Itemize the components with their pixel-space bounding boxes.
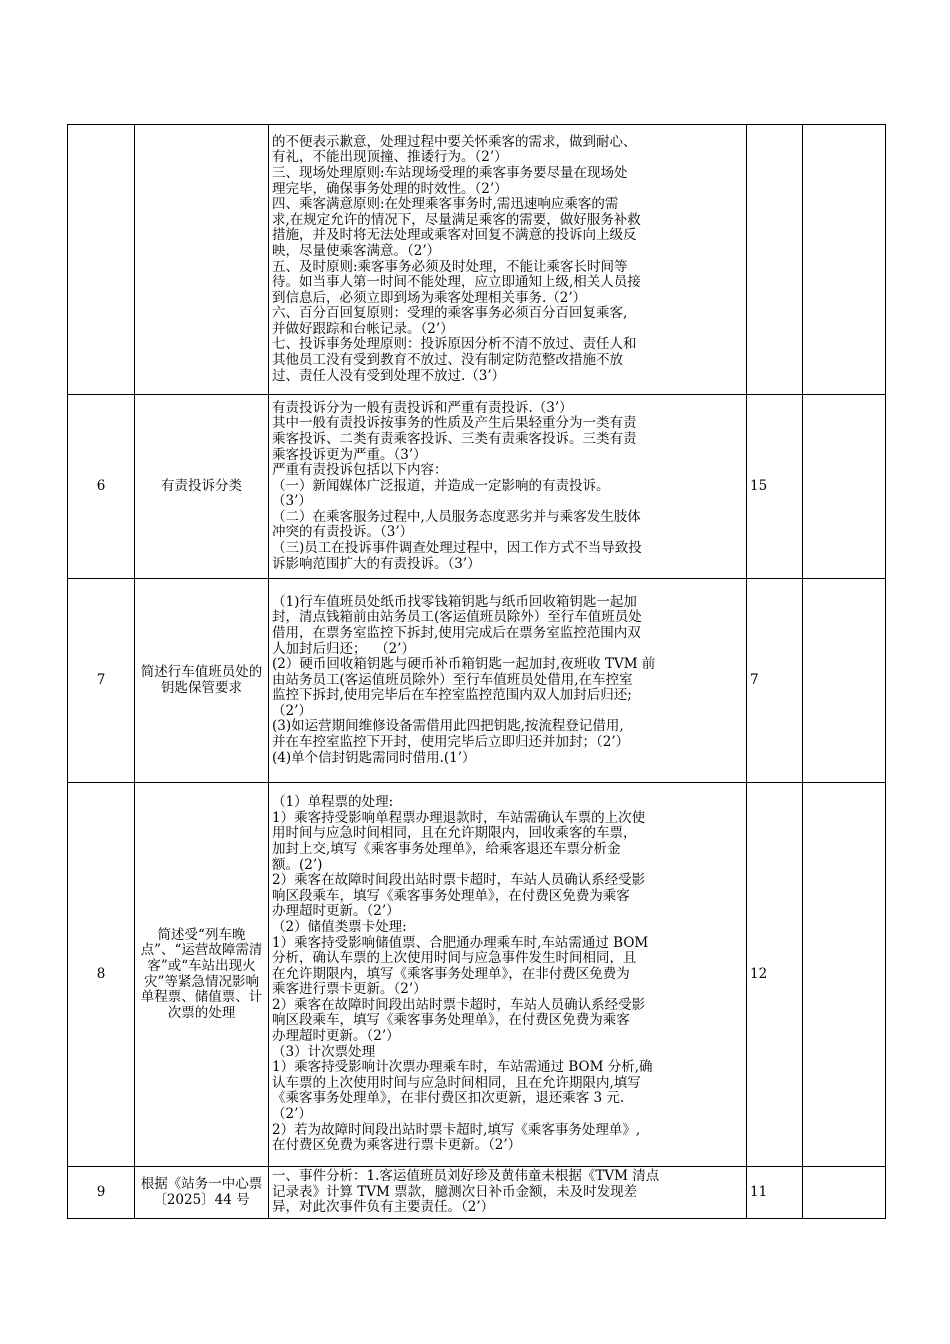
grading-cell — [803, 579, 886, 783]
question-number: 6 — [68, 395, 135, 579]
answer-line: 1）乘客持受影响计次票办理乘车时，车站需通过 BOM 分析,确 — [272, 1059, 653, 1076]
answer-line: 乘客进行票卡更新。（2’） — [272, 981, 427, 998]
answer-content — [269, 579, 747, 783]
question-number: 8 — [68, 783, 135, 1167]
answer-line: 在允许期限内，填写《乘客事务处理单》，在非付费区免费为 — [272, 965, 630, 982]
question-title: 简述行车值班员处的钥匙保管要求 — [135, 579, 269, 783]
question-number: 7 — [68, 579, 135, 783]
answer-line: 有礼，不能出现顶撞、推诿行为。（2’） — [272, 149, 508, 166]
answer-line: 冲突的有责投诉。（3’） — [272, 524, 414, 541]
answer-line: 响区段乘车，填写《乘客事务处理单》，在付费区免费为乘客 — [272, 887, 630, 904]
answer-line: 映，尽量使乘客满意。（2’） — [272, 242, 441, 259]
answer-line: 措施，并及时将无法处理或乘客对回复不满意的投诉向上级反 — [272, 227, 637, 244]
answer-line: 诉影响范围扩大的有责投诉。（3’） — [272, 555, 481, 572]
answer-line: 由站务员工(客运值班员除外）至行车值班员处借用,在车控室 — [272, 671, 633, 688]
answer-content — [269, 125, 747, 395]
answer-line: 其他员工没有受到教育不放过、没有制定防范整改措施不放 — [272, 352, 623, 369]
table-row — [68, 1167, 886, 1219]
answer-line: 额。(2’) — [272, 856, 323, 873]
grading-cell — [803, 783, 886, 1167]
answer-line: 其中一般有责投诉按事务的性质及产生后果轻重分为一类有责 — [272, 415, 637, 432]
question-number — [68, 125, 135, 395]
answer-line: 封，清点钱箱前由站务员工(客运值班员除外）至行车值班员处 — [272, 609, 642, 626]
answer-line: 《乘客事务处理单》，在非付费区扣次更新，退还乘客 3 元. — [272, 1090, 625, 1107]
question-title — [135, 125, 269, 395]
answer-content — [269, 783, 747, 1167]
answer-line: 的不便表示歉意，处理过程中要关怀乘客的需求，做到耐心、 — [272, 133, 637, 150]
answer-line: 在付费区免费为乘客进行票卡更新。（2’） — [272, 1137, 522, 1154]
answer-line: 乘客投诉更为严重。（3’） — [272, 446, 427, 463]
question-title: 有责投诉分类 — [135, 395, 269, 579]
question-title: 简述受“列车晚点”、“运营故障需清客”或“车站出现火灾”等紧急情况影响单程票、储值票、计次票的处理 — [135, 783, 269, 1167]
answer-line: 1）乘客持受影响储值票、合肥通办理乘车时,车站需通过 BOM — [272, 934, 649, 951]
answer-line: （二）在乘客服务过程中,人员服务态度恶劣并与乘客发生肢体 — [272, 508, 641, 525]
score-cell — [747, 125, 803, 395]
answer-line: 有责投诉分为一般有责投诉和严重有责投诉.（3’） — [272, 399, 573, 416]
score-cell: 12 — [747, 783, 803, 1167]
answer-line: 记录表》计算 TVM 票款，臆测次日补币金额，未及时发现差 — [272, 1183, 638, 1200]
answer-line: （2’） — [272, 702, 312, 719]
answer-line: （2’） — [272, 1106, 312, 1123]
answer-line: 人加封后归还； （2’） — [272, 640, 415, 657]
answer-line: 异，对此次事件负有主要责任。（2’） — [272, 1199, 495, 1216]
answer-line: （1）单程票的处理: — [272, 794, 394, 811]
answer-line: (3)如运营期间维修设备需借用此四把钥匙,按流程登记借用, — [272, 718, 624, 735]
answer-line: (2）硬币回收箱钥匙与硬币补币箱钥匙一起加封,夜班收 TVM 前 — [272, 656, 656, 673]
table-row — [68, 395, 886, 579]
answer-line: 用时间与应急时间相同，且在允许期限内，回收乘客的车票， — [272, 825, 637, 842]
question-title: 根据《站务一中心票〔2025〕44 号 — [135, 1167, 269, 1219]
answer-line: 理完毕，确保事务处理的时效性。（2’） — [272, 180, 508, 197]
answer-line: 六、百分百回复原则：受理的乘客事务必须百分百回复乘客, — [272, 305, 628, 322]
table-row — [68, 783, 886, 1167]
answer-line: 一、事件分析：1.客运值班员刘好珍及黄伟童未根据《TVM 清点 — [272, 1168, 660, 1185]
grading-cell — [803, 125, 886, 395]
answer-line: （3）计次票处理 — [272, 1043, 376, 1060]
answer-line: 求,在规定允许的情况下，尽量满足乘客的需要，做好服务补救 — [272, 211, 641, 228]
answer-line: 办理超时更新。（2’） — [272, 903, 400, 920]
answer-line: 借用，在票务室监控下拆封,使用完成后在票务室监控范围内双 — [272, 624, 641, 641]
answer-line: 过、责任人没有受到处理不放过.（3’） — [272, 367, 506, 384]
answer-line: 到信息后，必须立即到场为乘客处理相关事务.（2’） — [272, 289, 587, 306]
answer-line: 1）乘客持受影响单程票办理退款时，车站需确认车票的上次使 — [272, 809, 646, 826]
table-row — [68, 579, 886, 783]
answer-line: 待。如当事人第一时间不能处理，应立即通知上级,相关人员接 — [272, 274, 641, 291]
answer-line: 2）乘客在故障时间段出站时票卡超时，车站人员确认系经受影 — [272, 872, 646, 889]
question-number: 9 — [68, 1167, 135, 1219]
answer-line: 乘客投诉、二类有责乘客投诉、三类有责乘客投诉。三类有责 — [272, 430, 637, 447]
answer-line: (4)单个信封钥匙需同时借用.(1’） — [272, 749, 476, 766]
answer-line: （3’） — [272, 493, 312, 510]
answer-line: 办理超时更新。（2’） — [272, 1028, 400, 1045]
answer-line: （2）储值类票卡处理: — [272, 918, 407, 935]
exam-answer-table — [67, 124, 886, 1219]
answer-line: 认车票的上次使用时间与应急时间相同，且在允许期限内,填写 — [272, 1074, 641, 1091]
answer-content — [269, 395, 747, 579]
answer-line: 监控下拆封,使用完毕后在车控室监控范围内双人加封后归还; — [272, 687, 632, 704]
table-row — [68, 125, 886, 395]
answer-line: 五、及时原则:乘客事务必须及时处理，不能让乘客长时间等 — [272, 258, 628, 275]
answer-line: 2）若为故障时间段出站时票卡超时,填写《乘客事务处理单》, — [272, 1121, 641, 1138]
answer-line: 三、现场处理原则:车站现场受理的乘客事务要尽量在现场处 — [272, 164, 628, 181]
answer-line: 加封上交,填写《乘客事务处理单》，给乘客退还车票分析金 — [272, 840, 621, 857]
score-cell: 15 — [747, 395, 803, 579]
answer-line: 2）乘客在故障时间段出站时票卡超时，车站人员确认系经受影 — [272, 996, 646, 1013]
answer-line: （三)员工在投诉事件调查处理过程中，因工作方式不当导致投 — [272, 540, 642, 557]
grading-cell — [803, 1167, 886, 1219]
answer-content — [269, 1167, 747, 1219]
answer-line: 分析，确认车票的上次使用时间与应急事件发生时间相同，且 — [272, 950, 637, 967]
answer-line: 并做好跟踪和台帐记录。（2’） — [272, 320, 454, 337]
score-cell: 11 — [747, 1167, 803, 1219]
answer-line: 并在车控室监控下开封，使用完毕后立即归还并加封；（2’） — [272, 734, 630, 751]
answer-line: 四、乘客满意原则:在处理乘客事务时,需迅速响应乘客的需 — [272, 196, 619, 213]
answer-line: 严重有责投诉包括以下内容： — [272, 462, 448, 479]
answer-line: （一）新闻媒体广泛报道，并造成一定影响的有责投诉。 — [272, 477, 610, 494]
score-cell: 7 — [747, 579, 803, 783]
answer-line: （1)行车值班员处纸币找零钱箱钥匙与纸币回收箱钥匙一起加 — [272, 593, 637, 610]
grading-cell — [803, 395, 886, 579]
answer-line: 七、投诉事务处理原则：投诉原因分析不清不放过、责任人和 — [272, 336, 637, 353]
answer-line: 响区段乘车，填写《乘客事务处理单》，在付费区免费为乘客 — [272, 1012, 630, 1029]
